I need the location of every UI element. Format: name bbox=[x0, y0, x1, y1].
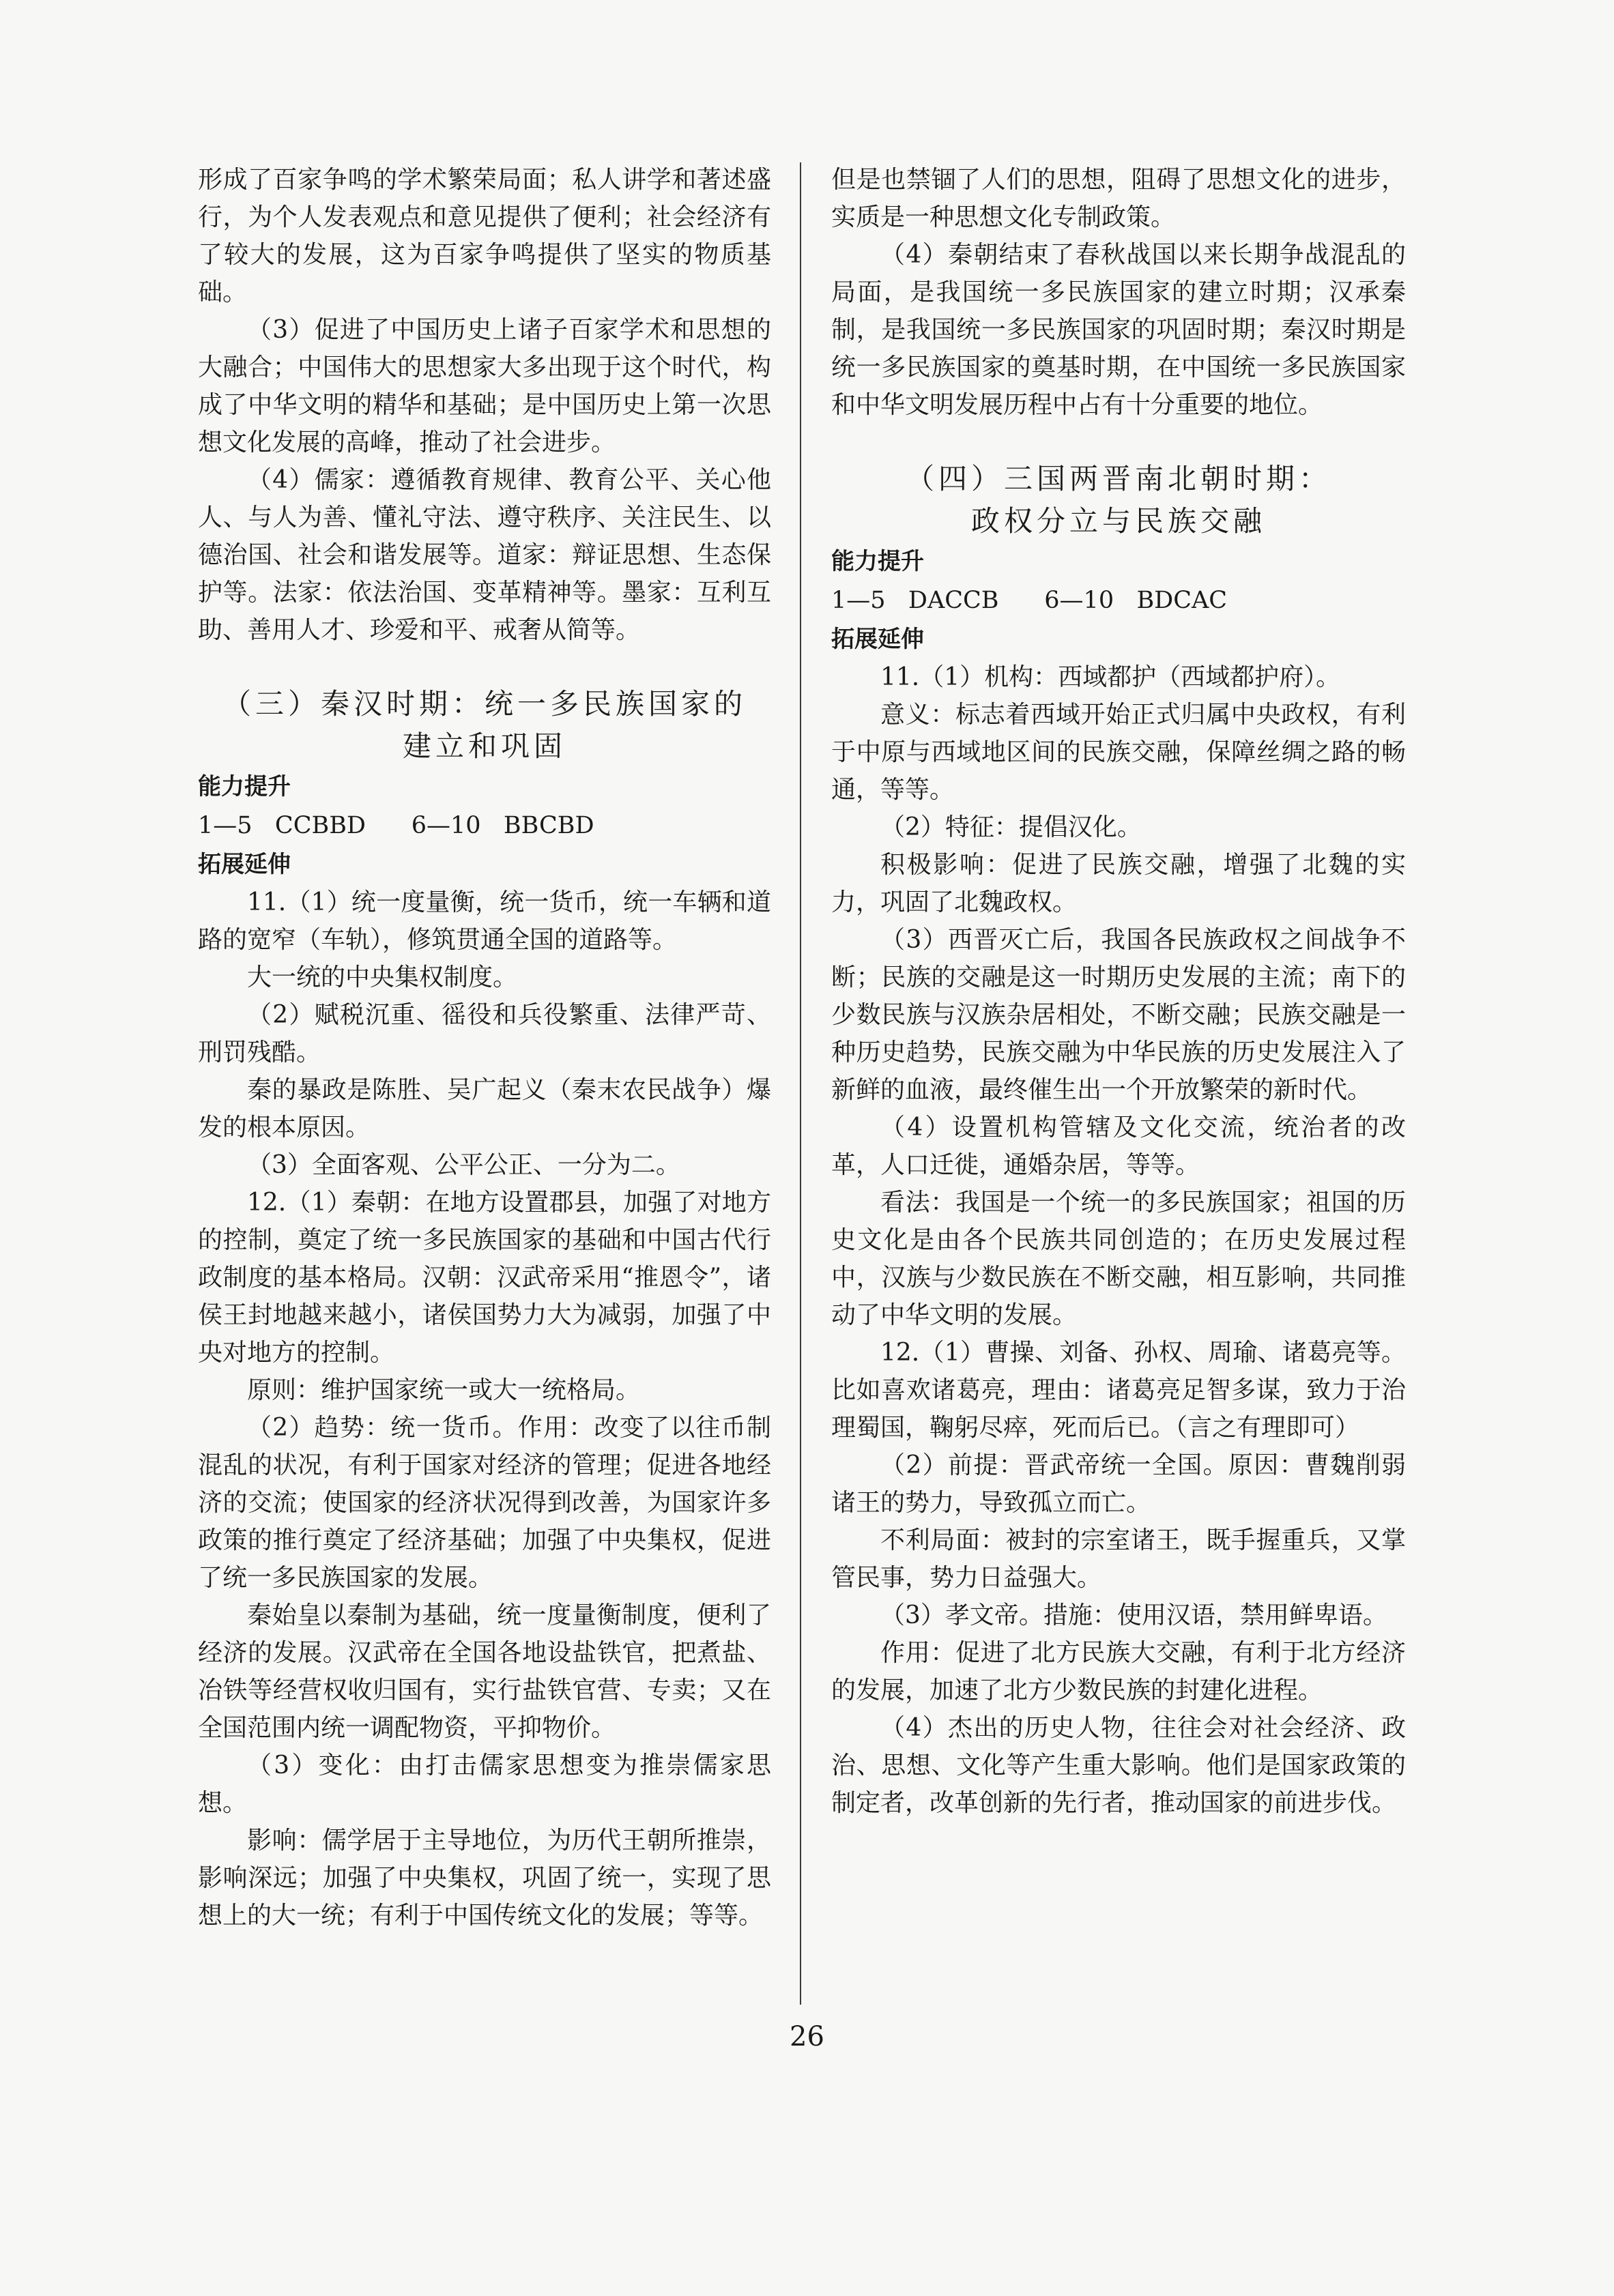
paragraph: （2）特征：提倡汉化。 bbox=[880, 813, 1142, 841]
paragraph: 11.（1）统一度量衡，统一货币，统一车辆和道路的宽窄（车轨），修筑贯通全国的道路等。 bbox=[198, 888, 771, 954]
paragraph: 意义：标志着西域开始正式归属中央政权，有利于中原与西域地区间的民族交融，保障丝绸之路的畅通，等等。 bbox=[831, 701, 1406, 804]
paragraph: 秦的暴政是陈胜、吴广起义（秦末农民战争）爆发的根本原因。 bbox=[198, 1076, 771, 1142]
paragraph: （4）设置机构管辖及文化交流，统治者的改革，人口迁徙，通婚杂居，等等。 bbox=[831, 1114, 1406, 1179]
section-title: 建立和巩固 bbox=[402, 729, 566, 763]
paragraph: （3）孝文帝。措施：使用汉语，禁用鲜卑语。 bbox=[880, 1601, 1387, 1629]
paragraph: 12.（1）秦朝：在地方设置郡县，加强了对地方的控制，奠定了统一多民族国家的基础和中国古代行政制度的基本格局。汉朝：汉武帝采用“推恩令”，诸侯王封地越来越小，诸侯国势力大为减弱，加强了中央对地方的控制。 bbox=[198, 1189, 771, 1367]
paragraph: （3）促进了中国历史上诸子百家学术和思想的大融合；中国伟大的思想家大多出现于这个时代，构成了中华文明的精华和基础；是中国历史上第一次思想文化发展的高峰，推动了社会进步。 bbox=[198, 316, 771, 456]
extend-label: 拓展延伸 bbox=[831, 626, 924, 653]
ability-answers: 1—5 DACCB 6—10 BDCAC bbox=[831, 587, 1228, 614]
paragraph: 作用：促进了北方民族大交融，有利于北方经济的发展，加速了北方少数民族的封建化进程。 bbox=[831, 1639, 1406, 1704]
paragraph: 看法：我国是一个统一的多民族国家；祖国的历史文化是由各个民族共同创造的；在历史发展过程中，汉族与少数民族在不断交融，相互影响，共同推动了中华文明的发展。 bbox=[831, 1189, 1406, 1329]
paragraph: 11.（1）机构：西域都护（西域都护府）。 bbox=[880, 663, 1341, 691]
paragraph: （2）前提：晋武帝统一全国。原因：曹魏削弱诸王的势力，导致孤立而亡。 bbox=[831, 1451, 1406, 1517]
paragraph: （3）变化：由打击儒家思想变为推崇儒家思想。 bbox=[198, 1752, 771, 1817]
paragraph: （4）秦朝结束了春秋战国以来长期争战混乱的局面，是我国统一多民族国家的建立时期；汉承秦制，是我国统一多民族国家的巩固时期；秦汉时期是统一多民族国家的奠基时期，在中国统一多民族国家和中华文明发展历程中占有十分重要的地位。 bbox=[831, 241, 1406, 419]
paragraph: 秦始皇以秦制为基础，统一度量衡制度，便利了经济的发展。汉武帝在全国各地设盐铁官，把煮盐、冶铁等经营权收归国有，实行盐铁官营、专卖；又在全国范围内统一调配物资，平抑物价。 bbox=[198, 1601, 771, 1742]
paragraph: （3）全面客观、公平公正、一分为二。 bbox=[247, 1151, 680, 1179]
paragraph: （4）儒家：遵循教育规律、教育公平、关心他人、与人为善、懂礼守法、遵守秩序、关注民生、以德治国、社会和谐发展等。道家：辩证思想、生态保护等。法家：依法治国、变革精神等。墨家：互利互助、善用人才、珍爱和平、戒奢从简等。 bbox=[198, 466, 771, 644]
column-divider bbox=[800, 162, 801, 2005]
paragraph: 影响：儒学居于主导地位，为历代王朝所推崇，影响深远；加强了中央集权，巩固了统一，实现了思想上的大一统；有利于中国传统文化的发展；等等。 bbox=[198, 1827, 771, 1930]
paragraph: 大一统的中央集权制度。 bbox=[247, 963, 518, 991]
paragraph: 形成了百家争鸣的学术繁荣局面；私人讲学和著述盛行，为个人发表观点和意见提供了便利；社会经济有了较大的发展，这为百家争鸣提供了坚实的物质基础。 bbox=[198, 166, 771, 306]
paragraph: （3）西晋灭亡后，我国各民族政权之间战争不断；民族的交融是这一时期历史发展的主流；南下的少数民族与汉族杂居相处，不断交融；民族交融是一种历史趋势，民族交融为中华民族的历史发展注入了新鲜的血液，最终催生出一个开放繁荣的新时代。 bbox=[831, 926, 1406, 1104]
ability-answers: 1—5 CCBBD 6—10 BBCBD bbox=[198, 812, 594, 839]
extend-label: 拓展延伸 bbox=[198, 851, 291, 878]
ability-label: 能力提升 bbox=[831, 548, 924, 575]
paragraph: 12.（1）曹操、刘备、孙权、周瑜、诸葛亮等。比如喜欢诸葛亮，理由：诸葛亮足智多谋，致力于治理蜀国，鞠躬尽瘁，死而后已。（言之有理即可） bbox=[831, 1339, 1406, 1442]
section-title: （三）秦汉时期：统一多民族国家的 bbox=[222, 687, 747, 721]
paragraph: （2）赋税沉重、徭役和兵役繁重、法律严苛、刑罚残酷。 bbox=[198, 1001, 771, 1066]
paragraph: 原则：维护国家统一或大一统格局。 bbox=[247, 1376, 641, 1404]
right-column bbox=[831, 161, 1406, 1822]
paragraph: 不利局面：被封的宗室诸王，既手握重兵，又掌管民事，势力日益强大。 bbox=[831, 1526, 1406, 1592]
paragraph: （2）趋势：统一货币。作用：改变了以往币制混乱的状况，有利于国家对经济的管理；促进各地经济的交流；使国家的经济状况得到改善，为国家许多政策的推行奠定了经济基础；加强了中央集权，促进了统一多民族国家的发展。 bbox=[198, 1414, 771, 1592]
section-title: （四）三国两晋南北朝时期： bbox=[905, 462, 1331, 495]
ability-label: 能力提升 bbox=[198, 773, 291, 800]
paragraph: 但是也禁锢了人们的思想，阻碍了思想文化的进步，实质是一种思想文化专制政策。 bbox=[831, 166, 1406, 231]
section-title: 政权分立与民族交融 bbox=[970, 504, 1266, 538]
left-column bbox=[198, 161, 771, 1934]
page-number: 26 bbox=[790, 2021, 824, 2052]
paragraph: 积极影响：促进了民族交融，增强了北魏的实力，巩固了北魏政权。 bbox=[831, 851, 1406, 916]
paragraph: （4）杰出的历史人物，往往会对社会经济、政治、思想、文化等产生重大影响。他们是国家政策的制定者，改革创新的先行者，推动国家的前进步伐。 bbox=[831, 1714, 1406, 1817]
